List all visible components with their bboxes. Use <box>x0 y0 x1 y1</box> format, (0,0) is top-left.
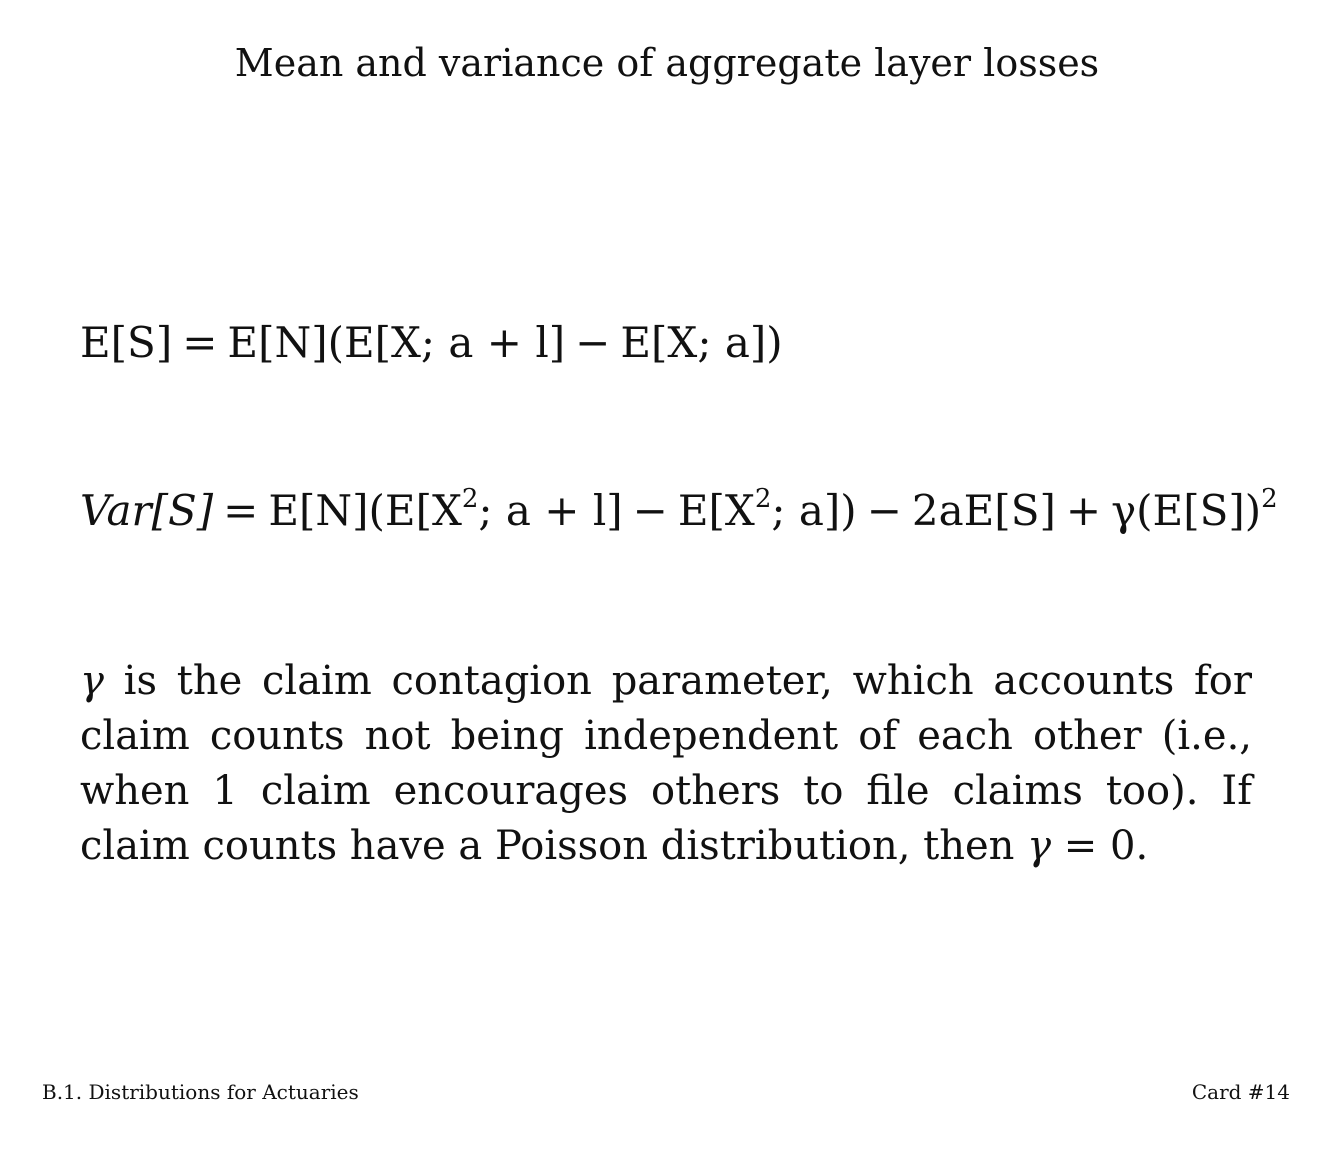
minus-sign: − <box>575 318 611 367</box>
variance-lhs: Var[S] <box>80 486 214 535</box>
exponent: 2 <box>754 484 772 514</box>
plus-sign: + <box>1065 486 1102 535</box>
gamma-symbol: γ <box>80 658 104 704</box>
card-title: Mean and variance of aggregate layer losses <box>234 41 1100 85</box>
card-number: Card #14 <box>1191 1080 1290 1104</box>
variance-term-4: ; a]) <box>771 486 857 535</box>
gamma-symbol: γ <box>1027 823 1052 869</box>
section-label: B.1. Distributions for Actuaries <box>42 1080 359 1104</box>
equals-sign: = <box>223 486 259 535</box>
explanation-text-end: = 0. <box>1051 823 1149 869</box>
variance-term-1: E[N](E[X <box>268 486 462 535</box>
minus-sign: − <box>866 486 902 535</box>
mean-term-1: E[N](E[X; a + l] <box>227 318 566 367</box>
mean-formula <box>80 316 783 370</box>
variance-term-6: γ(E[S]) <box>1111 486 1262 535</box>
variance-formula <box>80 484 1278 538</box>
variance-term-5: 2aE[S] <box>911 486 1056 535</box>
exponent: 2 <box>461 484 479 514</box>
explanation-text: is the claim contagion parameter, which accounts for claim counts not being independent of each other (i.e., when 1 claim encourages others to file claims too). If claim counts have a Poisson distribution, then <box>80 658 1252 869</box>
gamma-explanation <box>80 654 1252 874</box>
minus-sign: − <box>632 486 668 535</box>
exponent: 2 <box>1261 484 1278 514</box>
equals-sign: = <box>182 318 218 367</box>
mean-term-2: E[X; a]) <box>620 318 783 367</box>
variance-term-3: E[X <box>677 486 755 535</box>
mean-lhs: E[S] <box>80 318 173 367</box>
variance-term-2: ; a + l] <box>478 486 623 535</box>
